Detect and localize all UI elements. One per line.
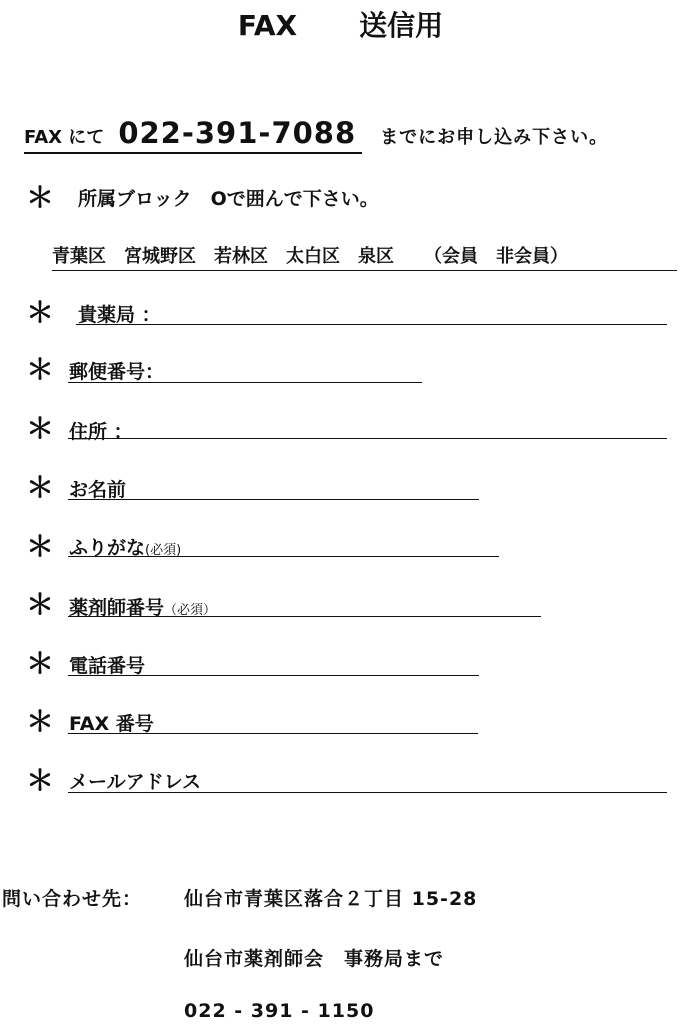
- postal-code-field[interactable]: [68, 382, 422, 383]
- page-title: [0, 4, 681, 44]
- email-field[interactable]: [68, 792, 667, 793]
- phone-field[interactable]: [68, 675, 479, 676]
- asterisk-icon: ＊: [26, 764, 55, 797]
- pharmacist-number-field[interactable]: [68, 616, 541, 617]
- fax-number-underlined: [24, 116, 362, 154]
- fax-suffix: までにお申し込み下さい。: [380, 127, 609, 148]
- membership-member[interactable]: （会員: [424, 246, 478, 267]
- required-note: （必須）: [164, 603, 217, 618]
- title-sending: 送信用: [359, 9, 444, 42]
- asterisk-icon: ＊: [26, 412, 55, 445]
- asterisk-icon: ＊: [26, 471, 55, 504]
- fax-instruction: [24, 116, 608, 154]
- fax-number-label: FAX 番号: [69, 713, 154, 735]
- block-instruction: 所属ブロック Oで囲んで下さい。: [78, 188, 379, 210]
- asterisk-icon: ＊: [26, 588, 55, 621]
- contact-address: 仙台市青葉区落合２丁目 15-28: [184, 888, 478, 910]
- fax-number-field[interactable]: [68, 733, 478, 734]
- contact-phone: 022 - 391 - 1150: [184, 1000, 375, 1022]
- pharmacy-field[interactable]: [76, 324, 667, 325]
- asterisk-icon: ＊: [26, 705, 55, 738]
- asterisk-icon: ＊: [26, 530, 55, 563]
- block-options: [52, 242, 677, 271]
- name-field[interactable]: [68, 499, 479, 500]
- block-option[interactable]: 宮城野区: [124, 246, 196, 267]
- postal-code-label: 郵便番号：: [69, 361, 165, 383]
- contact-organization: 仙台市薬剤師会 事務局まで: [184, 948, 445, 970]
- asterisk-icon: ＊: [26, 296, 55, 329]
- block-option[interactable]: 泉区: [358, 246, 394, 267]
- asterisk-icon: ＊: [26, 181, 55, 214]
- block-option[interactable]: 太白区: [286, 246, 340, 267]
- block-option[interactable]: 若林区: [214, 246, 268, 267]
- pharmacy-label: 貴薬局 ：: [78, 304, 161, 326]
- name-label: お名前: [69, 479, 127, 501]
- fax-prefix: FAX にて: [24, 127, 105, 148]
- asterisk-icon: ＊: [26, 353, 55, 386]
- membership-nonmember[interactable]: 非会員）: [496, 246, 568, 267]
- address-label: 住所 ：: [69, 421, 133, 443]
- required-note: (必須): [145, 543, 182, 558]
- email-label: メールアドレス: [69, 771, 202, 793]
- block-option[interactable]: 青葉区: [52, 246, 106, 267]
- asterisk-icon: ＊: [26, 647, 55, 680]
- address-field[interactable]: [68, 438, 667, 439]
- title-fax: FAX: [237, 9, 298, 42]
- fax-number: 022-391-7088: [118, 116, 357, 150]
- pharmacist-number-label-text: 薬剤師番号: [69, 597, 165, 619]
- furigana-label-text: ふりがな: [69, 537, 146, 559]
- contact-label: 問い合わせ先：: [2, 888, 143, 910]
- furigana-field[interactable]: [68, 556, 499, 557]
- phone-label: 電話番号: [69, 655, 146, 677]
